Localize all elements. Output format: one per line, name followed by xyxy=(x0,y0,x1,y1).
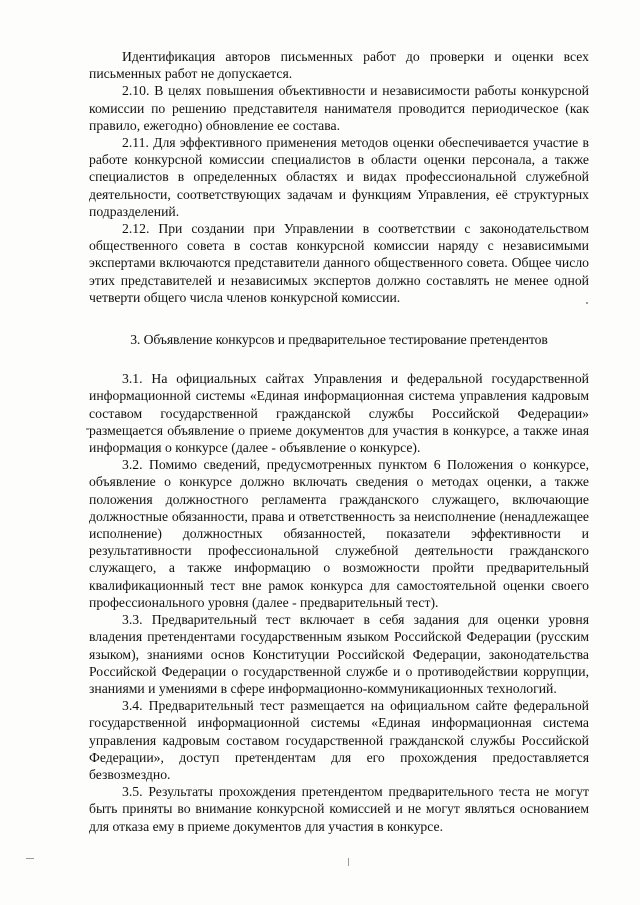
paragraph-3-1: 3.1. На официальных сайтах Управления и федеральной государственной информационной системы «Единая информационная система управления кадровым составом государственной гражданской службы Российской Федерации» размещается объявление о приеме документов для участия в конкурсе, а также иная информация о конкурсе (далее - объявление о конкурсе). xyxy=(89,371,589,456)
paragraph-2-10: 2.10. В целях повышения объективности и независимости работы конкурсной комиссии по решению представителя нанимателя проводится периодическое (как правило, ежегодно) обновление ее состава. xyxy=(89,83,589,133)
section-spacer xyxy=(89,306,589,310)
paragraph-2-11: 2.11. Для эффективного применения методов оценки обеспечивается участие в работе конкурсной комиссии специалистов в области оценки персонала, а также специалистов в определенных областях и видах профессиональной служебной деятельности, соответствующих задачам и функциям Управления, её структурных подразделений. xyxy=(89,135,589,219)
document-body xyxy=(89,48,589,835)
paragraph-3-2: 3.2. Помимо сведений, предусмотренных пунктом 6 Положения о конкурсе, объявление о конкурсе должно включать сведения о методах оценки, а также положения должностного регламента гражданского служащего, включающие должностные обязанности, права и ответственность за неисполнение (ненадлежащее исполнение) должностных обязанностей, показатели эффективности и результативности профессиональной служебной деятельности гражданского служащего, а также информацию о возможности пройти предварительный квалификационный тест вне рамок конкурса для самостоятельной оценки своего профессионального уровня (далее - предварительный тест). xyxy=(89,457,589,610)
paragraph-3-3: 3.3. Предварительный тест включает в себя задания для оценки уровня владения претендентами государственным языком Российской Федерации (русским языком), знаниями основ Конституции Российской Федерации, законодательства Российской Федерации о государственной службе и о противодействии коррупции, знаниями и умениями в сфере информационно-коммуникационных технологий. xyxy=(89,612,589,696)
scan-mark-right xyxy=(586,302,588,304)
paragraph-2-12: 2.12. При создании при Управлении в соответствии с законодательством общественного совета в состав конкурсной комиссии наряду с независимыми экспертами включаются представители данного общественного совета. Общее число этих представителей и независимых экспертов должно составлять не менее одной четверти общего числа членов конкурсной комиссии. xyxy=(89,221,589,305)
paragraph-3-4: 3.4. Предварительный тест размещается на официальном сайте федеральной государственной информационной системы «Единая информационная система управления кадровым составом государственной гражданской службы Российской Федерации», доступ претендентам для его прохождения предоставляется безвозмездно. xyxy=(89,698,589,782)
paragraph-3-5: 3.5. Результаты прохождения претендентом предварительного теста не могут быть приняты во внимание конкурсной комиссией и не могут являться основанием для отказа ему в приеме документов для участия в конкурсе. xyxy=(89,784,589,834)
scan-mark-bottom-left xyxy=(26,858,34,859)
scan-mark-bottom-center xyxy=(348,858,349,866)
section-heading: 3. Объявление конкурсов и предварительное тестирование претендентов xyxy=(130,332,548,348)
scan-mark-left xyxy=(86,428,89,430)
paragraph-identification: Идентификация авторов письменных работ до проверки и оценки всех письменных работ не допускается. xyxy=(89,49,589,82)
